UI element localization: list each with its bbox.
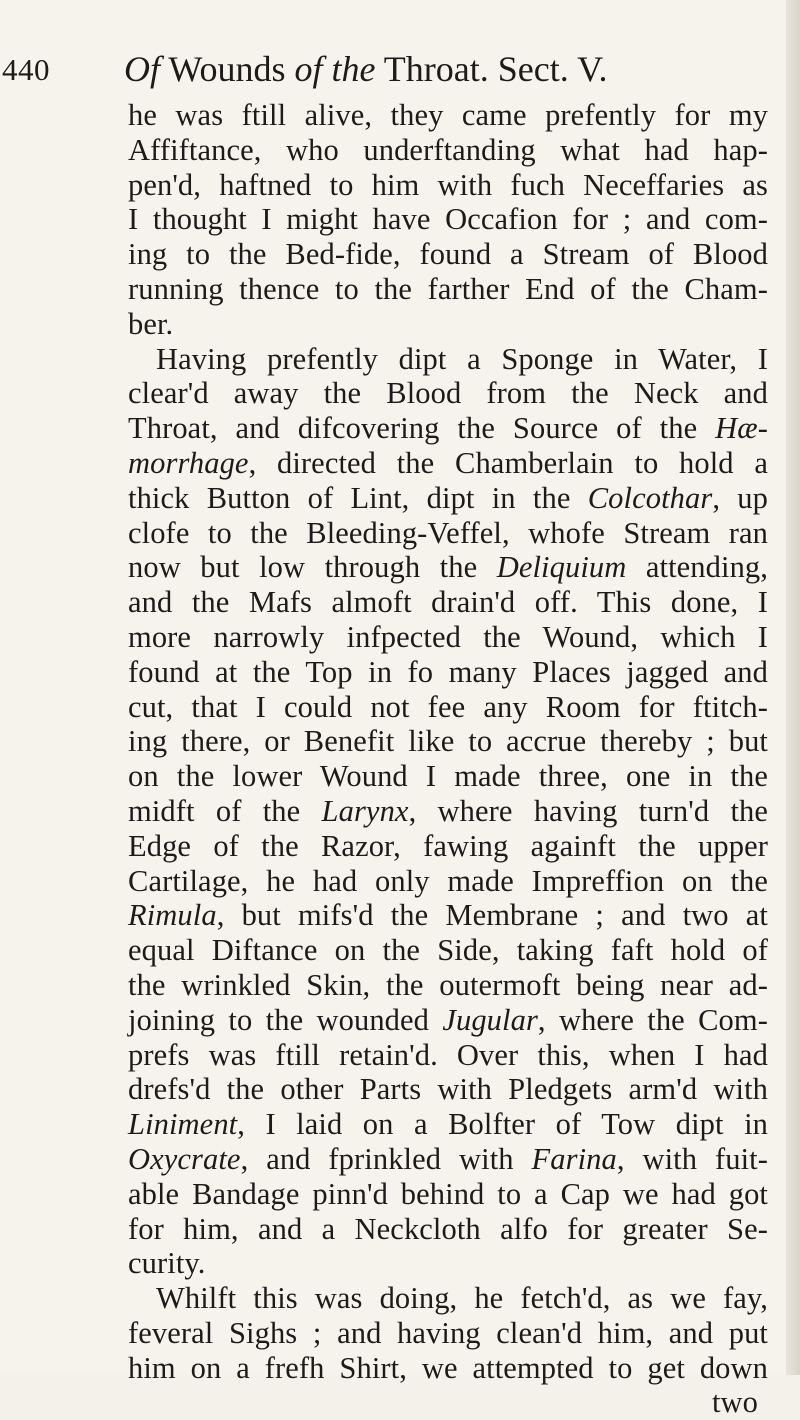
- page-number: 440: [2, 52, 50, 87]
- text-line: ber.: [128, 306, 174, 341]
- text-line: Throat, and difcovering the Source of the Hæ-: [128, 411, 768, 446]
- text-line: drefs'd the other Parts with Pledgets arm'd with: [128, 1072, 768, 1107]
- catchword: two: [711, 1385, 758, 1420]
- text-line: Rimula, but mifs'd the Membrane ; and two at: [128, 898, 768, 933]
- text-line: equal Diftance on the Side, taking faft hold of: [128, 933, 768, 968]
- text-line: Liniment, I laid on a Bolfter of Tow dipt in: [128, 1107, 768, 1142]
- text-line: for him, and a Neckcloth alfo for greater Se-: [128, 1211, 768, 1246]
- text-line: midft of the Larynx, where having turn'd the: [128, 793, 769, 828]
- text-line: curity.: [128, 1246, 206, 1281]
- text-line: able Bandage pinn'd behind to a Cap we had got: [128, 1176, 768, 1211]
- running-head-italic-2: of the: [294, 49, 376, 89]
- text-line: prefs was ftill retain'd. Over this, when I had: [128, 1037, 768, 1072]
- text-line: he was ftill alive, they came prefently for my: [128, 98, 768, 132]
- text-line: Whilft this was doing, he fetch'd, as we fay,: [156, 1281, 768, 1316]
- text-line: clofe to the Bleeding-Veffel, whofe Stream ran: [128, 515, 768, 550]
- text-line: Having prefently dipt a Sponge in Water, I: [156, 341, 768, 376]
- text-line: running thence to the farther End of the Cham-: [128, 271, 768, 306]
- text-line: Oxycrate, and fprinkled with Farina, with fuit-: [128, 1141, 768, 1176]
- text-line: feveral Sighs ; and having clean'd him, and put: [128, 1315, 768, 1350]
- text-line: ing to the Bed-fide, found a Stream of Blood: [128, 237, 768, 272]
- text-line: Cartilage, he had only made Impreffion on the: [128, 863, 768, 898]
- text-line: joining to the wounded Jugular, where the Com-: [128, 1002, 768, 1037]
- text-line: cut, that I could not fee any Room for ftitch-: [128, 689, 768, 724]
- text-line: I thought I might have Occafion for ; and com-: [128, 202, 768, 237]
- text-line: Edge of the Razor, fawing againft the upper: [128, 828, 768, 863]
- text-line: Affiftance, who underftanding what had hap-: [128, 132, 768, 167]
- running-head-roman-1: Wounds: [160, 49, 295, 89]
- text-line: found at the Top in fo many Places jagged and: [128, 654, 768, 689]
- text-line: the wrinkled Skin, the outermoft being near ad-: [128, 967, 768, 1002]
- body-text: [128, 98, 768, 1420]
- running-head: [124, 48, 764, 90]
- text-line: on the lower Wound I made three, one in the: [128, 759, 768, 794]
- text-line: morrhage, directed the Chamberlain to hold a: [128, 445, 768, 480]
- text-line: clear'd away the Blood from the Neck and: [128, 376, 768, 411]
- page-edge: [786, 0, 800, 1375]
- running-head-roman-2: Throat. Sect. V.: [375, 49, 608, 89]
- text-line: thick Button of Lint, dipt in the Colcothar, up: [128, 480, 768, 515]
- text-line: now but low through the Deliquium attending,: [128, 550, 768, 585]
- text-line: him on a frefh Shirt, we attempted to get down: [128, 1350, 768, 1385]
- text-line: pen'd, haftned to him with fuch Neceffaries as: [128, 167, 768, 202]
- running-head-italic-1: Of: [124, 49, 160, 89]
- text-line: ing there, or Benefit like to accrue thereby ; but: [128, 724, 768, 759]
- text-line: and the Mafs almoft drain'd off. This done, I: [128, 585, 768, 620]
- text-line: more narrowly infpected the Wound, which I: [128, 619, 768, 654]
